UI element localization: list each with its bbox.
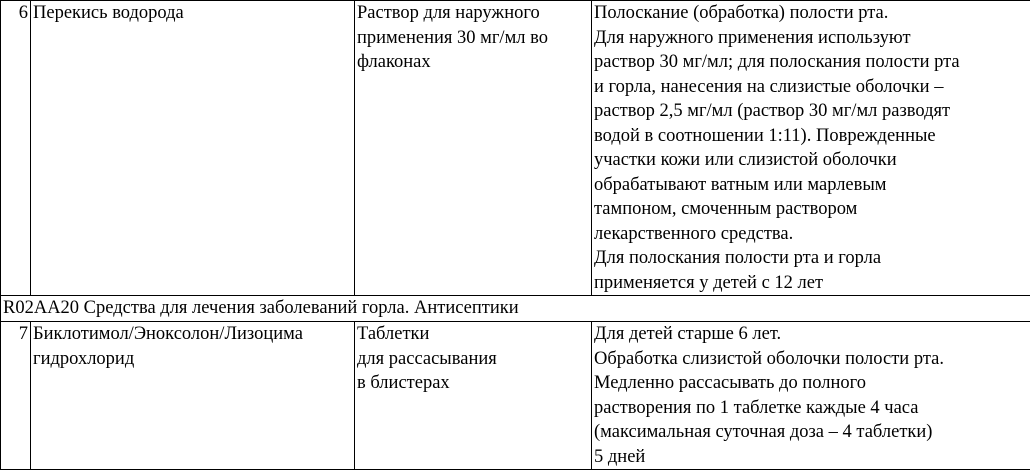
usage-line: раствор 2,5 мг/мл (раствор 30 мг/мл разводят — [594, 101, 951, 121]
drug-name: Перекись водорода — [33, 3, 184, 23]
usage-line: применяется у детей с 12 лет — [594, 272, 824, 293]
dosage-form-line: Раствор для наружного — [357, 3, 540, 23]
usage-line: Для детей старше 6 лет. — [594, 324, 782, 344]
usage-cell — [592, 1, 1030, 296]
dosage-form-line: Таблетки — [357, 324, 430, 344]
dosage-form-line: применения 30 мг/мл во — [357, 27, 548, 48]
dosage-form-line: для рассасывания — [357, 348, 497, 369]
usage-line: (максимальная суточная доза – 4 таблетки) — [594, 422, 933, 442]
dosage-form-line: в блистерах — [357, 373, 450, 393]
usage-line: водой в соотношении 1:11). Поврежденные — [594, 125, 936, 146]
section-heading: R02AA20 Средства для лечения заболеваний горла. Антисептики — [1, 296, 1030, 322]
drug-name-cell — [31, 322, 355, 470]
table-row — [1, 322, 1030, 470]
usage-line: участки кожи или слизистой оболочки — [594, 150, 897, 170]
usage-line: 5 дней — [594, 446, 646, 467]
dosage-form-cell — [355, 1, 592, 296]
dosage-form-cell — [355, 322, 592, 470]
section-row — [1, 296, 1030, 322]
usage-line: Медленно рассасывать до полного — [594, 373, 866, 393]
usage-line: и горла, нанесения на слизистые оболочки – — [594, 76, 944, 97]
usage-line: растворения по 1 таблетке каждые 4 часа — [594, 397, 919, 418]
usage-line: лекарственного средства. — [594, 223, 794, 244]
usage-cell — [592, 322, 1030, 470]
drug-name-line: Биклотимол/Эноксолон/Лизоцима — [33, 324, 303, 344]
usage-line: Обработка слизистой оболочки полости рта. — [594, 348, 944, 369]
table-row — [1, 1, 1030, 296]
usage-line: обрабатывают ватным или марлевым — [594, 174, 887, 195]
drug-name-line: гидрохлорид — [33, 348, 135, 369]
usage-line: тампоном, смоченным раствором — [594, 199, 858, 219]
row-number: 7 — [1, 322, 31, 470]
drug-name-cell — [31, 1, 355, 296]
usage-line: Для полоскания полости рта и горла — [594, 248, 882, 268]
row-number: 6 — [1, 1, 31, 296]
usage-line: Полоскание (обработка) полости рта. — [594, 3, 889, 23]
usage-line: раствор 30 мг/мл; для полоскания полости рта — [594, 52, 960, 72]
usage-line: Для наружного применения используют — [594, 27, 911, 48]
dosage-form-line: флаконах — [357, 52, 431, 72]
